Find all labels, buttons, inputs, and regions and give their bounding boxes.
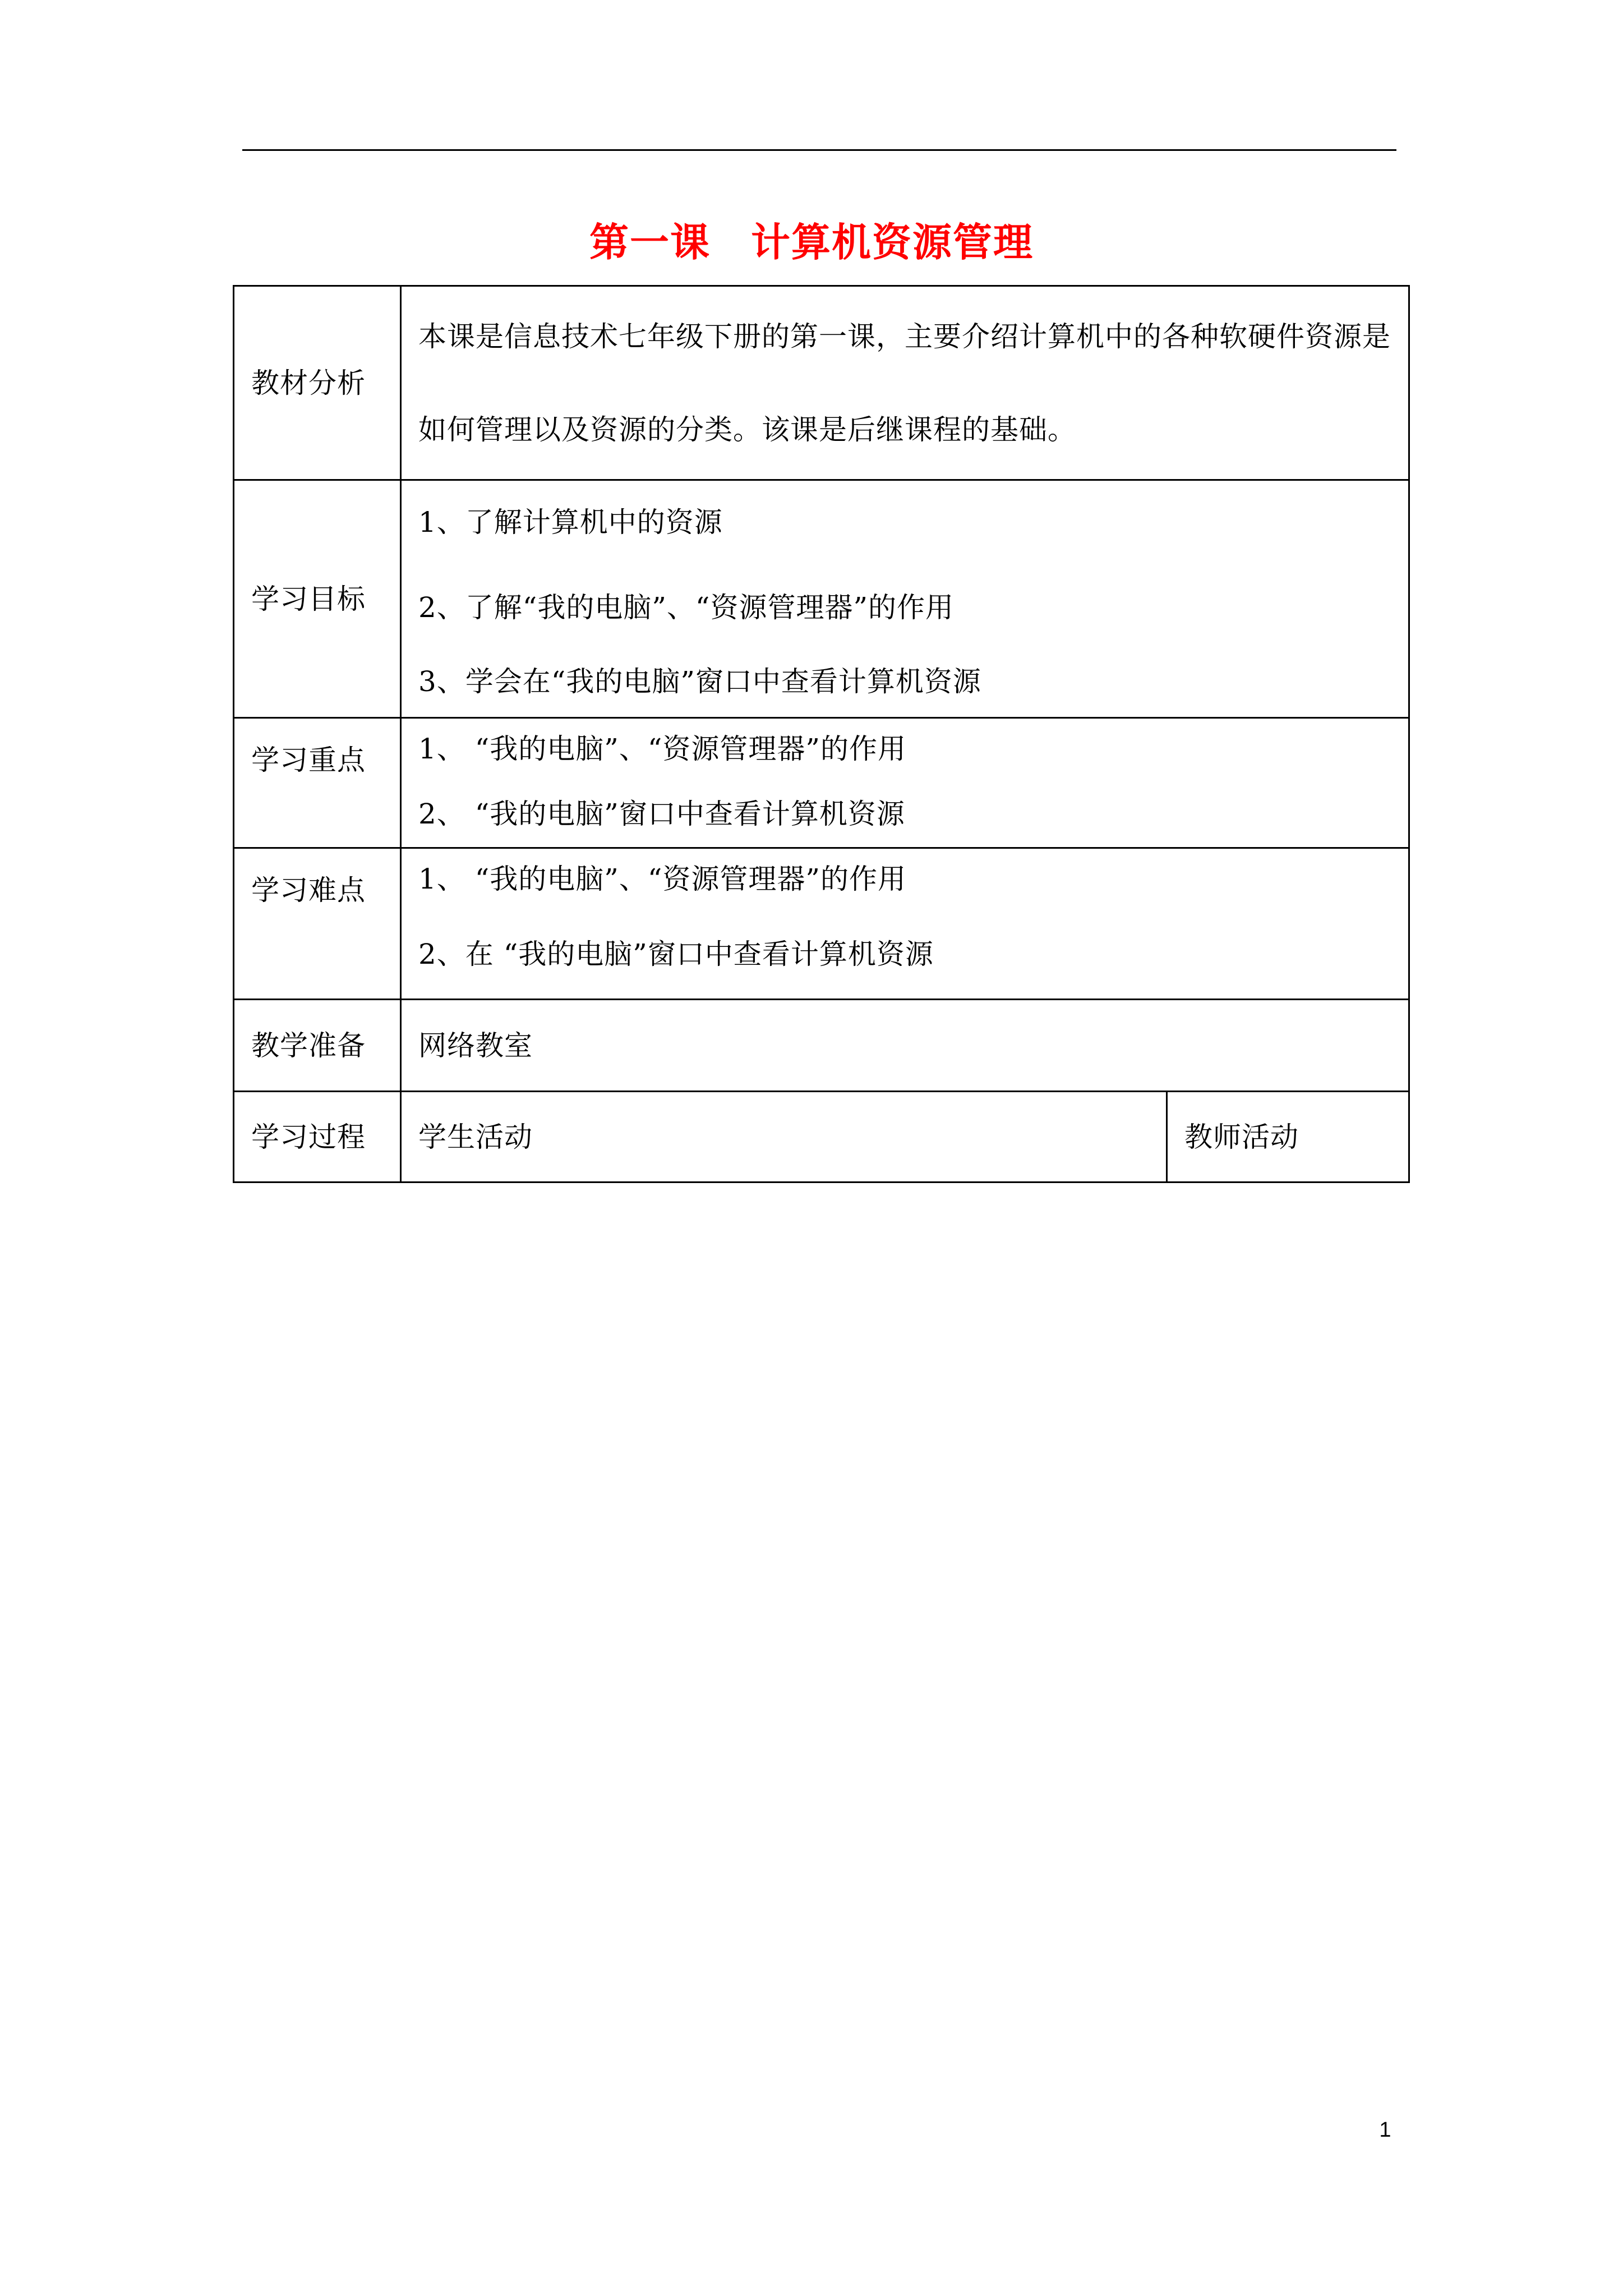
objective-item: 2、了解“我的电脑”、“资源管理器”的作用 — [418, 591, 955, 624]
preparation-value: 网络教室 — [418, 1029, 533, 1062]
difficulties-label: 学习难点 — [251, 874, 366, 907]
difficulty-item: 2、在 “我的电脑”窗口中查看计算机资源 — [418, 938, 934, 970]
lesson-plan-table — [233, 285, 1410, 1183]
header-rule — [242, 149, 1396, 151]
row-label-process — [234, 1092, 401, 1182]
table-row-key-points — [234, 718, 1409, 848]
teacher-activity-cell — [1167, 1092, 1409, 1182]
process-label: 学习过程 — [251, 1120, 366, 1153]
student-activity-header: 学生活动 — [418, 1120, 533, 1153]
key-point-item: 2、 “我的电脑”窗口中查看计算机资源 — [418, 798, 905, 830]
table-row-difficulties — [234, 848, 1409, 1000]
row-label-preparation — [234, 1000, 401, 1092]
objective-item: 1、了解计算机中的资源 — [418, 506, 723, 539]
student-activity-cell — [401, 1092, 1167, 1182]
table-row-process — [234, 1092, 1409, 1182]
row-label-objectives — [234, 480, 401, 718]
difficulties-content — [401, 848, 1409, 1000]
analysis-text: 本课是信息技术七年级下册的第一课，主要介绍计算机中的各种软硬件资源是如何管理以及资源的分类。该课是后继课程的基础。 — [418, 320, 1391, 446]
row-label-analysis — [234, 286, 401, 480]
table-row-objectives — [234, 480, 1409, 718]
table-row-analysis — [234, 286, 1409, 480]
page-number: 1 — [1379, 2118, 1391, 2142]
analysis-label: 教材分析 — [251, 366, 366, 399]
row-label-difficulties — [234, 848, 401, 1000]
objectives-label: 学习目标 — [251, 582, 366, 615]
preparation-content — [401, 1000, 1409, 1092]
objectives-content — [401, 480, 1409, 718]
row-label-key-points — [234, 718, 401, 848]
key-points-content — [401, 718, 1409, 848]
preparation-label: 教学准备 — [251, 1029, 366, 1062]
document-title: 第一课 计算机资源管理 — [589, 219, 1034, 265]
key-points-label: 学习重点 — [251, 744, 366, 776]
key-point-item: 1、 “我的电脑”、“资源管理器”的作用 — [418, 733, 906, 765]
objective-item: 3、学会在“我的电脑”窗口中查看计算机资源 — [418, 665, 981, 698]
analysis-content — [401, 286, 1409, 480]
difficulty-item: 1、 “我的电脑”、“资源管理器”的作用 — [418, 863, 906, 895]
teacher-activity-header: 教师活动 — [1184, 1120, 1299, 1153]
table-row-preparation — [234, 1000, 1409, 1092]
